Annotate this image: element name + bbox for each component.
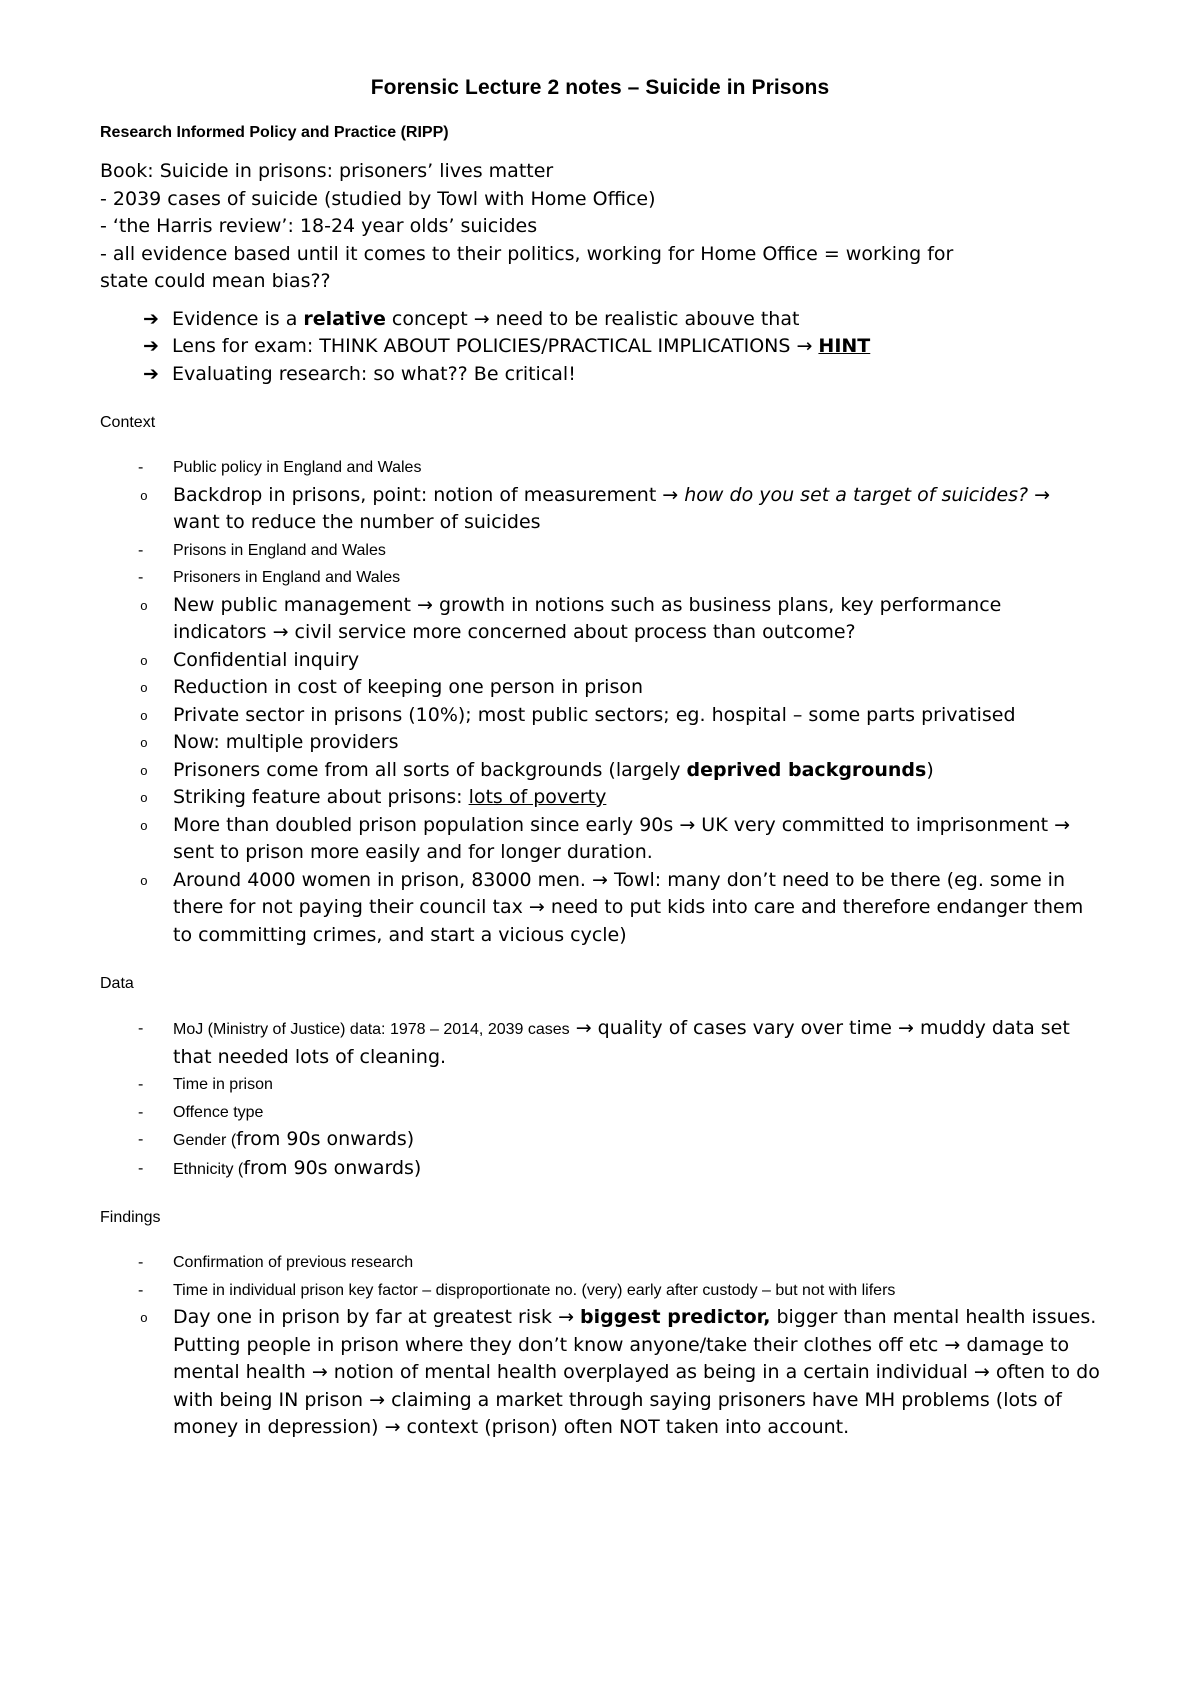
sub-item-text: Day one in prison by far at greatest risk →	[173, 1306, 581, 1328]
sub-item-underline: lots of poverty	[468, 786, 607, 808]
prisoners-sublist	[100, 592, 1100, 950]
context-item	[100, 537, 1100, 565]
sub-item-text: Now: multiple providers	[173, 731, 399, 753]
context-item-label: Prisons in England and Wales	[173, 541, 386, 559]
arrow-item	[143, 306, 1100, 334]
ripp-heading: Research Informed Policy and Practice (RIPP)	[100, 124, 449, 141]
circle-bullet: o	[140, 763, 148, 779]
context-list	[100, 454, 1100, 949]
sub-item-text: → want to reduce the number of suicides	[173, 483, 1051, 533]
data-item-text: from 90s onwards)	[236, 1128, 415, 1150]
arrow-item	[143, 333, 1100, 361]
arrow-icon: ➔	[143, 362, 159, 385]
context-sublist	[100, 482, 1100, 537]
sub-item	[100, 867, 1100, 950]
data-list	[100, 1015, 1100, 1183]
sub-item	[100, 674, 1100, 702]
sub-item-text: Prisoners come from all sorts of backgrounds (largely	[173, 758, 687, 781]
sub-item	[100, 482, 1100, 537]
intro-line: - 2039 cases of suicide (studied by Towl with Home Office)	[100, 187, 656, 210]
sub-item-bold: biggest predictor,	[580, 1306, 771, 1328]
arrow-item	[143, 361, 1100, 389]
intro-line: Book: Suicide in prisons: prisoners’ lives matter	[100, 160, 554, 182]
sub-item	[100, 757, 1100, 785]
circle-bullet: o	[140, 736, 148, 751]
context-heading: Context	[100, 414, 156, 431]
findings-item	[100, 1249, 1100, 1277]
sub-item	[100, 702, 1100, 730]
data-item	[100, 1155, 1100, 1184]
circle-bullet: o	[140, 791, 148, 806]
circle-bullet: o	[140, 488, 148, 504]
arrow-text: Lens for exam: THINK ABOUT POLICIES/PRACTICAL IMPLICATIONS →	[172, 335, 819, 357]
data-item-label: Ethnicity (	[173, 1160, 244, 1178]
dash-marker: -	[138, 1131, 144, 1148]
intro-line: state could mean bias??	[100, 270, 331, 292]
sub-item-text: New public management → growth in notions such as business plans, key performance indicators → civil service more concerned about process than outcome?	[173, 593, 1002, 643]
arrow-text: concept → need to be realistic abouve that	[385, 307, 800, 330]
sub-item	[100, 729, 1100, 757]
sub-item-italic: how do you set a target of suicides?	[684, 483, 1029, 506]
sub-item-text: Private sector in prisons (10%); most public sectors; eg. hospital – some parts privatised	[173, 703, 1016, 726]
arrow-text-bold: relative	[303, 307, 386, 330]
findings-list	[100, 1249, 1100, 1442]
context-item	[100, 564, 1100, 949]
sub-item-text: Striking feature about prisons:	[173, 786, 469, 808]
data-item	[100, 1099, 1100, 1127]
dash-marker: -	[138, 1159, 144, 1177]
sub-item	[100, 812, 1100, 867]
arrow-text: Evidence is a	[172, 307, 304, 330]
sub-item-text: )	[926, 758, 934, 781]
dash-marker: -	[138, 569, 144, 586]
sub-item-text: More than doubled prison population since early 90s → UK very committed to imprisonment → sent to prison more easily and for longer duration.	[173, 813, 1071, 863]
sub-item-text: Confidential inquiry	[173, 648, 360, 671]
context-item-label: Public policy in England and Wales	[173, 459, 422, 476]
findings-heading: Findings	[100, 1209, 161, 1226]
data-item	[100, 1071, 1100, 1099]
data-item	[100, 1126, 1100, 1155]
hint-text: HINT	[818, 335, 871, 357]
sub-item	[100, 784, 1100, 812]
sub-item-text: bigger than mental health issues. Putting people in prison where they don’t know anyone/take their clothes off etc → damage to mental health → notion of mental health overplayed as being in a certain individual → often to do with being IN prison → claiming a market through saying prisoners have MH problems (lots of money in depression) → context (prison) often NOT taken into account.	[173, 1306, 1100, 1438]
data-item-text: → quality of cases vary over time → muddy data set that needed lots of cleaning.	[173, 1017, 1070, 1068]
circle-bullet: o	[140, 653, 148, 669]
arrow-icon: ➔	[143, 335, 159, 357]
dash-marker: -	[138, 459, 144, 476]
data-heading: Data	[100, 975, 134, 992]
intro-line: - all evidence based until it comes to their politics, working for Home Office = working for	[100, 242, 954, 265]
dash-marker: -	[138, 1103, 144, 1121]
circle-bullet: o	[140, 708, 148, 724]
sub-item	[100, 647, 1100, 675]
dash-marker: -	[138, 1254, 144, 1271]
dash-marker: -	[138, 1020, 144, 1037]
data-item-label: Gender (	[173, 1132, 237, 1149]
sub-item	[100, 592, 1100, 647]
dash-marker: -	[138, 541, 144, 559]
arrow-list	[100, 306, 1100, 389]
circle-bullet: o	[140, 598, 148, 614]
data-item	[100, 1015, 1100, 1071]
circle-bullet: o	[140, 818, 148, 834]
sub-item-text: Reduction in cost of keeping one person in prison	[173, 676, 644, 698]
intro-line: - ‘the Harris review’: 18-24 year olds’ suicides	[100, 215, 538, 237]
page-title: Forensic Lecture 2 notes – Suicide in Prisons	[370, 76, 830, 99]
data-item-label: MoJ (Ministry of Justice) data: 1978 – 2014, 2039 cases	[173, 1021, 570, 1038]
circle-bullet: o	[140, 873, 148, 889]
data-item-label: Offence type	[173, 1103, 264, 1121]
findings-sublist	[100, 1304, 1100, 1442]
findings-item-label: Time in individual prison key factor – disproportionate no. (very) early after custody – but not with lifers	[173, 1281, 896, 1299]
context-item-label: Prisoners in England and Wales	[173, 569, 401, 586]
intro-paragraph	[100, 158, 1100, 296]
context-item	[100, 454, 1100, 537]
sub-item-text: Backdrop in prisons, point: notion of measurement →	[173, 483, 685, 506]
dash-marker: -	[138, 1076, 144, 1093]
data-item-text: from 90s onwards)	[243, 1156, 422, 1179]
arrow-icon: ➔	[143, 307, 159, 330]
arrow-text: Evaluating research: so what?? Be critical!	[172, 362, 576, 385]
data-item-label: Time in prison	[173, 1076, 273, 1093]
sub-item	[100, 1304, 1100, 1442]
dash-marker: -	[138, 1281, 144, 1299]
findings-item-label: Confirmation of previous research	[173, 1254, 414, 1271]
findings-item	[100, 1277, 1100, 1442]
sub-item-bold: deprived backgrounds	[686, 758, 927, 781]
circle-bullet: o	[140, 1311, 148, 1326]
sub-item-text: Around 4000 women in prison, 83000 men. → Towl: many don’t need to be there (eg. some in there for not paying their council tax → need to put kids into care and therefore endanger them to committing crimes, and start a vicious cycle)	[173, 868, 1084, 946]
circle-bullet: o	[140, 681, 148, 696]
